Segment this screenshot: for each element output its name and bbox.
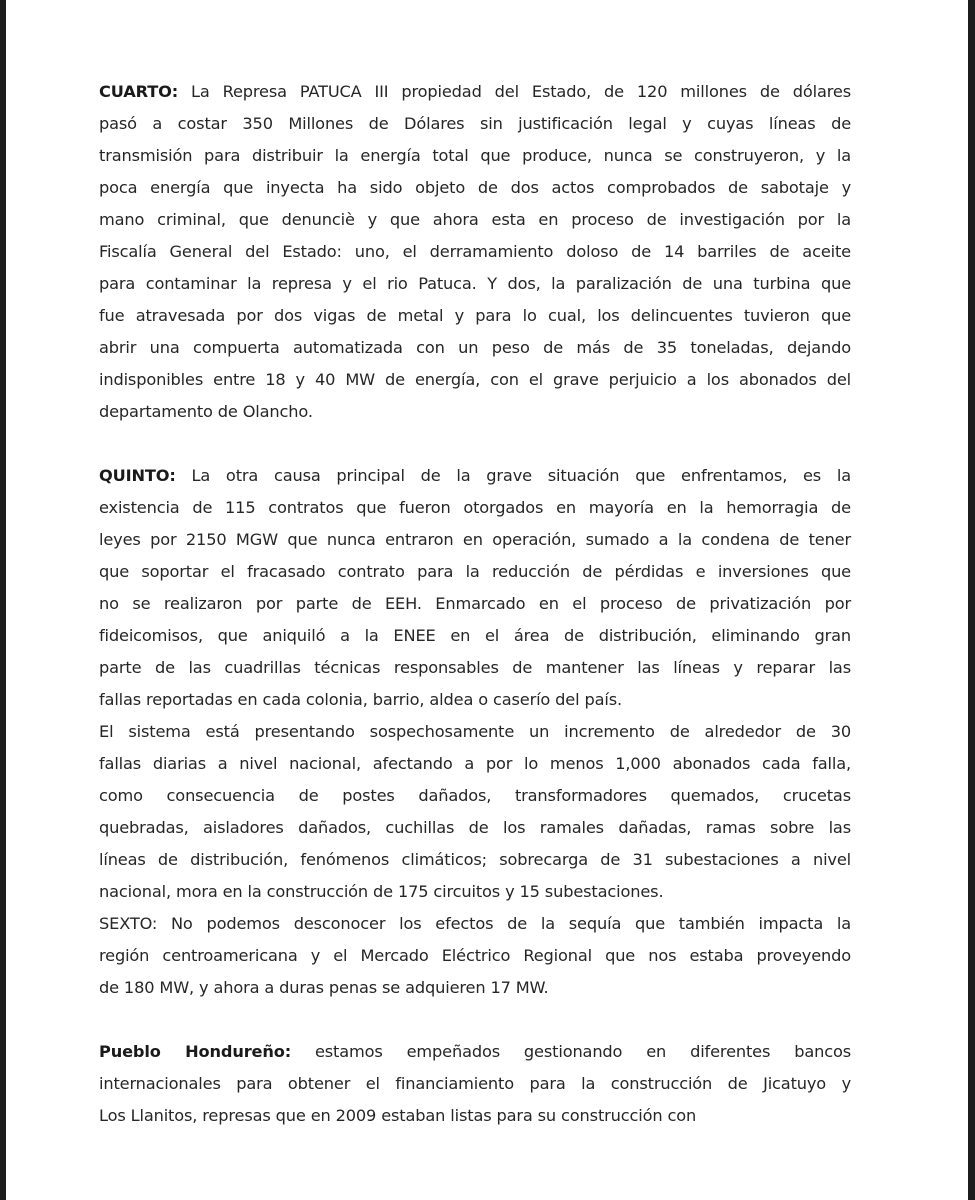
paragraph-sexto	[99, 908, 851, 1004]
text-line: mano criminal, que denunciè y que ahora esta en proceso de investigación por la	[99, 210, 851, 229]
text-line: nacional, mora en la construcción de 175 circuitos y 15 subestaciones.	[99, 882, 664, 901]
text-line: pasó a costar 350 Millones de Dólares sin justificación legal y cuyas líneas de	[99, 114, 851, 133]
text-line: El sistema está presentando sospechosamente un incremento de alrededor de 30	[99, 722, 851, 741]
paragraph-pueblo-hondureno	[99, 1036, 851, 1132]
text-line: internacionales para obtener el financiamiento para la construcción de Jicatuyo y	[99, 1074, 851, 1093]
text-line: Los Llanitos, represas que en 2009 estaban listas para su construcción con	[99, 1106, 697, 1125]
text-line: indisponibles entre 18 y 40 MW de energía, con el grave perjuicio a los abonados del	[99, 370, 851, 389]
paragraph-cuarto	[99, 76, 851, 428]
text-line: existencia de 115 contratos que fueron otorgados en mayoría en la hemorragia de	[99, 498, 851, 517]
paragraph-lead: QUINTO:	[99, 466, 176, 485]
document-page	[99, 76, 851, 1132]
text-line: fallas diarias a nivel nacional, afectando a por lo menos 1,000 abonados cada falla,	[99, 754, 851, 773]
text-line: para contaminar la represa y el rio Patuca. Y dos, la paralización de una turbina que	[99, 274, 851, 293]
text-line: líneas de distribución, fenómenos climáticos; sobrecarga de 31 subestaciones a nivel	[99, 850, 851, 869]
text-line: abrir una compuerta automatizada con un peso de más de 35 toneladas, dejando	[99, 338, 851, 357]
text-line: fue atravesada por dos vigas de metal y para lo cual, los delincuentes tuvieron que	[99, 306, 851, 325]
left-edge-border	[0, 0, 6, 1200]
text-line: como consecuencia de postes dañados, transformadores quemados, crucetas	[99, 786, 851, 805]
paragraph-lead: CUARTO:	[99, 82, 179, 101]
text-line: leyes por 2150 MGW que nunca entraron en operación, sumado a la condena de tener	[99, 530, 851, 549]
paragraph-lead: Pueblo Hondureño:	[99, 1042, 292, 1061]
paragraph-sistema	[99, 716, 851, 908]
text-line: quebradas, aisladores dañados, cuchillas de los ramales dañadas, ramas sobre las	[99, 818, 851, 837]
text-line: de 180 MW, y ahora a duras penas se adquieren 17 MW.	[99, 978, 549, 997]
text-line: no se realizaron por parte de EEH. Enmarcado en el proceso de privatización por	[99, 594, 851, 613]
right-edge-border	[968, 0, 975, 1200]
text-line: departamento de Olancho.	[99, 402, 313, 421]
text-line: parte de las cuadrillas técnicas responsables de mantener las líneas y reparar las	[99, 658, 851, 677]
text-line: región centroamericana y el Mercado Eléctrico Regional que nos estaba proveyendo	[99, 946, 851, 965]
text-line: que soportar el fracasado contrato para la reducción de pérdidas e inversiones que	[99, 562, 851, 581]
text-line: SEXTO: No podemos desconocer los efectos de la sequía que también impacta la	[99, 914, 851, 933]
paragraph-quinto	[99, 460, 851, 716]
text-line: Fiscalía General del Estado: uno, el derramamiento doloso de 14 barriles de aceite	[99, 242, 851, 261]
text-line: fallas reportadas en cada colonia, barrio, aldea o caserío del país.	[99, 690, 622, 709]
text-line: fideicomisos, que aniquiló a la ENEE en el área de distribución, eliminando gran	[99, 626, 851, 645]
text-line: Pueblo Hondureño: estamos empeñados gestionando en diferentes bancos	[99, 1042, 851, 1061]
text-line: poca energía que inyecta ha sido objeto de dos actos comprobados de sabotaje y	[99, 178, 851, 197]
text-line: transmisión para distribuir la energía total que produce, nunca se construyeron, y la	[99, 146, 851, 165]
text-line: QUINTO: La otra causa principal de la grave situación que enfrentamos, es la	[99, 466, 851, 485]
text-line: CUARTO: La Represa PATUCA III propiedad del Estado, de 120 millones de dólares	[99, 82, 851, 101]
